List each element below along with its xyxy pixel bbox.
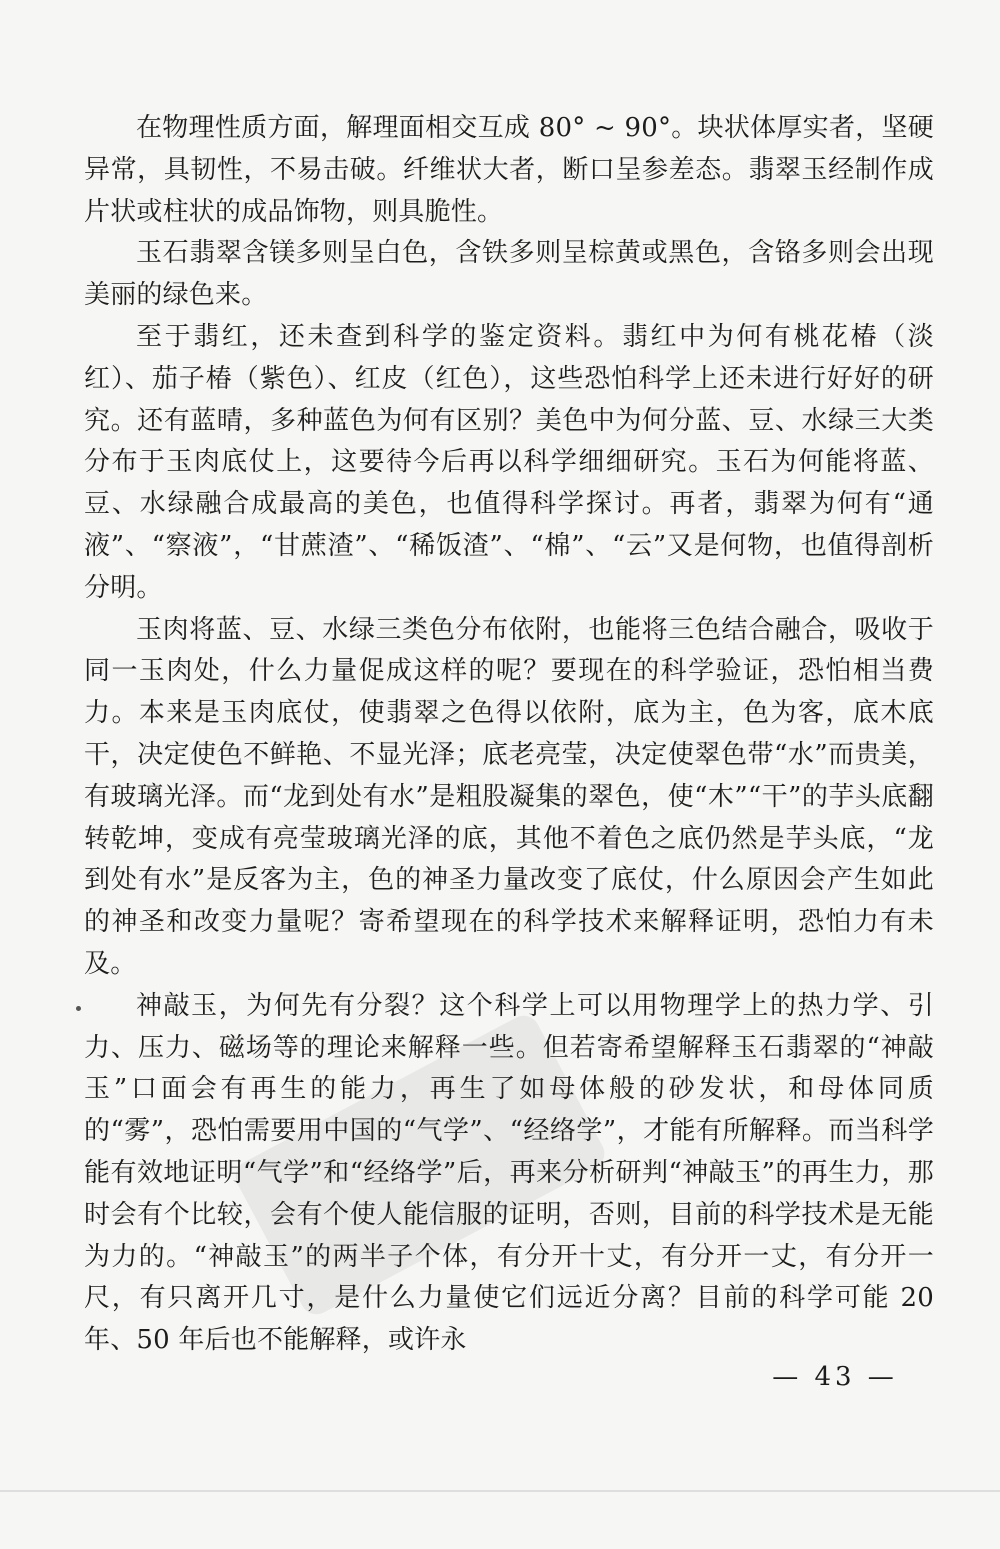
scan-edge-line <box>0 1490 1000 1492</box>
paragraph-color-elements: 玉石翡翠含镁多则呈白色，含铁多则呈棕黄或黑色，含铬多则会出现美丽的绿色来。 <box>84 238 934 311</box>
page-number: — 43 — <box>772 1362 898 1392</box>
body-text <box>84 108 934 1362</box>
paragraph-red-jade: 至于翡红，还未查到科学的鉴定资料。翡红中为何有桃花椿（淡红）、茄子椿（紫色）、红皮（红色），这些恐怕科学上还未进行好好的研究。还有蓝晴，多种蓝色为何有区别？美色中为何分蓝、豆、水绿三大类分布于玉肉底仗上，这要待今后再以科学细细研究。玉石为何能将蓝、豆、水绿融合成最高的美色，也值得科学探讨。再者，翡翠为何有“通液”、“察液”，“甘蔗渣”、“稀饭渣”、“棉”、“云”又是何物，也值得剖析分明。 <box>84 321 934 603</box>
paragraph-jade-body: 玉肉将蓝、豆、水绿三类色分布依附，也能将三色结合融合，吸收于同一玉肉处，什么力量促成这样的呢？要现在的科学验证，恐怕相当费力。本来是玉肉底仗，使翡翠之色得以依附，底为主，色为客，底木底干，决定使色不鲜艳、不显光泽；底老亮莹，决定使翠色带“水”而贵美，有玻璃光泽。而“龙到处有水”是粗股凝集的翠色，使“木”“干”的芋头底翻转乾坤，变成有亮莹玻璃光泽的底，其他不着色之底仍然是芋头底，“龙到处有水”是反客为主，色的神圣力量改变了底仗，什么原因会产生如此的神圣和改变力量呢？寄希望现在的科学技术来解释证明，恐怕力有未及。 <box>84 614 934 979</box>
paragraph-physical-properties: 在物理性质方面，解理面相交互成 80° ~ 90°。块状体厚实者，坚硬异常，具韧性，不易击破。纤维状大者，断口呈参差态。翡翠玉经制作成片状或柱状的成品饰物，则具脆性。 <box>84 113 934 227</box>
scan-speck <box>76 1006 81 1011</box>
paragraph-shen-qiao-jade: 神敲玉，为何先有分裂？这个科学上可以用物理学上的热力学、引力、压力、磁场等的理论来解释一些。但若寄希望解释玉石翡翠的“神敲玉”口面会有再生的能力，再生了如母体般的砂发状，和母体同质的“雾”，恐怕需要用中国的“气学”、“经络学”，才能有所解释。而当科学能有效地证明“气学”和“经络学”后，再来分析研判“神敲玉”的再生力，那时会有个比较，会有个使人能信服的证明，否则，目前的科学技术是无能为力的。“神敲玉”的两半子个体，有分开十丈，有分开一丈，有分开一尺，有只离开几寸，是什么力量使它们远近分离？目前的科学可能 20 年、50 年后也不能解释，或许永 <box>84 990 934 1356</box>
